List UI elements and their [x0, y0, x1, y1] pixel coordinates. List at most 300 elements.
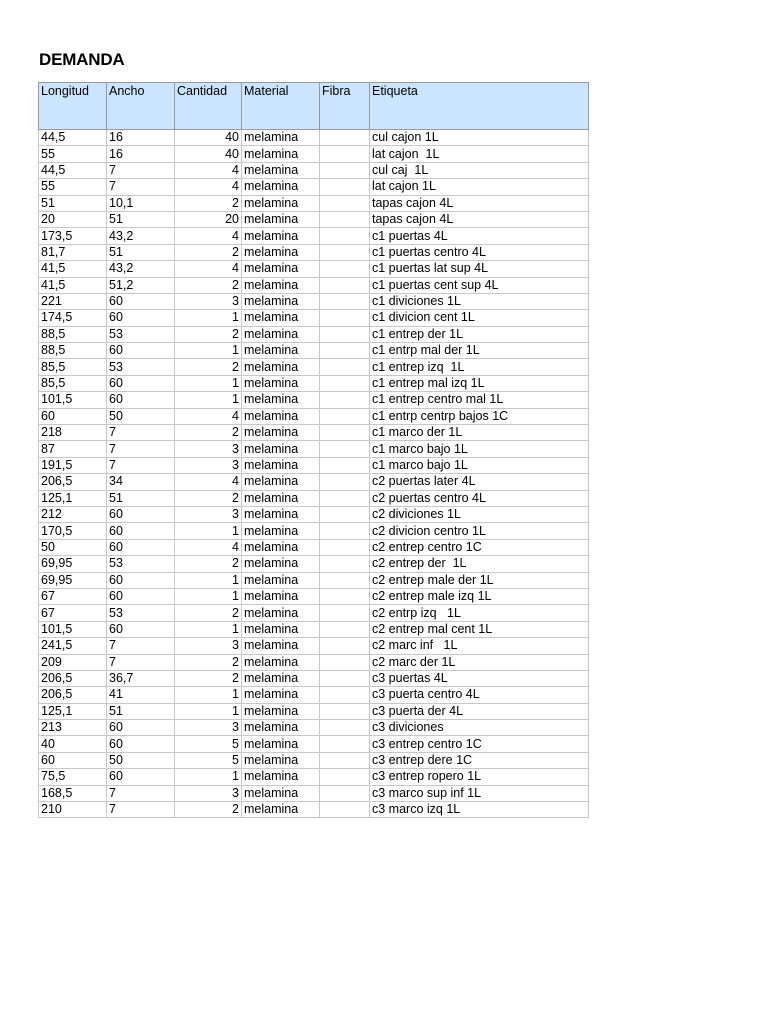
table-row	[39, 670, 589, 686]
cantidad-cell: 2	[175, 654, 242, 670]
material-cell: melamina	[242, 539, 320, 555]
etiqueta-cell: c2 diviciones 1L	[370, 506, 589, 522]
table-row	[39, 392, 589, 408]
cantidad-cell: 1	[175, 392, 242, 408]
fibra-cell	[320, 359, 370, 375]
longitud-cell: 221	[39, 293, 107, 309]
material-cell: melamina	[242, 310, 320, 326]
etiqueta-cell: c1 entrep mal izq 1L	[370, 375, 589, 391]
table-row	[39, 261, 589, 277]
material-cell: melamina	[242, 408, 320, 424]
column-header-fibra: Fibra	[320, 83, 370, 130]
material-cell: melamina	[242, 441, 320, 457]
table-row	[39, 523, 589, 539]
etiqueta-cell: c1 puertas 4L	[370, 228, 589, 244]
cantidad-cell: 1	[175, 572, 242, 588]
ancho-cell: 7	[107, 425, 175, 441]
fibra-cell	[320, 523, 370, 539]
ancho-cell: 53	[107, 556, 175, 572]
longitud-cell: 40	[39, 736, 107, 752]
ancho-cell: 60	[107, 392, 175, 408]
fibra-cell	[320, 228, 370, 244]
table-row	[39, 310, 589, 326]
etiqueta-cell: c1 marco bajo 1L	[370, 457, 589, 473]
cantidad-cell: 2	[175, 556, 242, 572]
longitud-cell: 191,5	[39, 457, 107, 473]
fibra-cell	[320, 146, 370, 162]
table-row	[39, 621, 589, 637]
longitud-cell: 67	[39, 588, 107, 604]
column-header-etiqueta: Etiqueta	[370, 83, 589, 130]
table-row	[39, 425, 589, 441]
material-cell: melamina	[242, 211, 320, 227]
material-cell: melamina	[242, 523, 320, 539]
ancho-cell: 43,2	[107, 261, 175, 277]
ancho-cell: 60	[107, 588, 175, 604]
longitud-cell: 218	[39, 425, 107, 441]
material-cell: melamina	[242, 457, 320, 473]
fibra-cell	[320, 621, 370, 637]
cantidad-cell: 4	[175, 474, 242, 490]
fibra-cell	[320, 687, 370, 703]
longitud-cell: 51	[39, 195, 107, 211]
fibra-cell	[320, 457, 370, 473]
etiqueta-cell: c1 entrep izq 1L	[370, 359, 589, 375]
longitud-cell: 101,5	[39, 621, 107, 637]
fibra-cell	[320, 326, 370, 342]
longitud-cell: 212	[39, 506, 107, 522]
etiqueta-cell: c3 marco sup inf 1L	[370, 785, 589, 801]
fibra-cell	[320, 408, 370, 424]
fibra-cell	[320, 474, 370, 490]
longitud-cell: 125,1	[39, 490, 107, 506]
material-cell: melamina	[242, 162, 320, 178]
cantidad-cell: 1	[175, 621, 242, 637]
etiqueta-cell: c1 divicion cent 1L	[370, 310, 589, 326]
fibra-cell	[320, 588, 370, 604]
cantidad-cell: 1	[175, 703, 242, 719]
etiqueta-cell: tapas cajon 4L	[370, 211, 589, 227]
fibra-cell	[320, 244, 370, 260]
table-row	[39, 490, 589, 506]
longitud-cell: 174,5	[39, 310, 107, 326]
material-cell: melamina	[242, 326, 320, 342]
longitud-cell: 69,95	[39, 556, 107, 572]
ancho-cell: 60	[107, 375, 175, 391]
ancho-cell: 60	[107, 621, 175, 637]
table-row	[39, 638, 589, 654]
longitud-cell: 88,5	[39, 326, 107, 342]
ancho-cell: 51	[107, 490, 175, 506]
etiqueta-cell: c3 marco izq 1L	[370, 802, 589, 818]
cantidad-cell: 3	[175, 638, 242, 654]
ancho-cell: 60	[107, 293, 175, 309]
table-row	[39, 605, 589, 621]
longitud-cell: 241,5	[39, 638, 107, 654]
etiqueta-cell: c2 entrep male der 1L	[370, 572, 589, 588]
ancho-cell: 7	[107, 457, 175, 473]
etiqueta-cell: c3 puertas 4L	[370, 670, 589, 686]
material-cell: melamina	[242, 605, 320, 621]
table-row	[39, 588, 589, 604]
ancho-cell: 50	[107, 752, 175, 768]
table-row	[39, 687, 589, 703]
cantidad-cell: 3	[175, 785, 242, 801]
material-cell: melamina	[242, 359, 320, 375]
cantidad-cell: 3	[175, 457, 242, 473]
material-cell: melamina	[242, 293, 320, 309]
table-row	[39, 162, 589, 178]
column-header-cantidad: Cantidad	[175, 83, 242, 130]
etiqueta-cell: c2 entrp izq 1L	[370, 605, 589, 621]
table-row	[39, 244, 589, 260]
longitud-cell: 206,5	[39, 474, 107, 490]
ancho-cell: 34	[107, 474, 175, 490]
cantidad-cell: 1	[175, 588, 242, 604]
longitud-cell: 41,5	[39, 261, 107, 277]
ancho-cell: 60	[107, 769, 175, 785]
fibra-cell	[320, 261, 370, 277]
etiqueta-cell: c3 diviciones	[370, 720, 589, 736]
ancho-cell: 7	[107, 654, 175, 670]
longitud-cell: 210	[39, 802, 107, 818]
longitud-cell: 67	[39, 605, 107, 621]
fibra-cell	[320, 490, 370, 506]
etiqueta-cell: c1 marco bajo 1L	[370, 441, 589, 457]
material-cell: melamina	[242, 670, 320, 686]
fibra-cell	[320, 441, 370, 457]
cantidad-cell: 4	[175, 261, 242, 277]
table-row	[39, 752, 589, 768]
etiqueta-cell: cul cajon 1L	[370, 130, 589, 146]
etiqueta-cell: c2 entrep centro 1C	[370, 539, 589, 555]
longitud-cell: 213	[39, 720, 107, 736]
etiqueta-cell: c1 entrp centrp bajos 1C	[370, 408, 589, 424]
fibra-cell	[320, 211, 370, 227]
cantidad-cell: 5	[175, 752, 242, 768]
longitud-cell: 85,5	[39, 359, 107, 375]
material-cell: melamina	[242, 228, 320, 244]
longitud-cell: 209	[39, 654, 107, 670]
table-row	[39, 375, 589, 391]
table-row	[39, 359, 589, 375]
fibra-cell	[320, 670, 370, 686]
ancho-cell: 60	[107, 572, 175, 588]
fibra-cell	[320, 277, 370, 293]
ancho-cell: 16	[107, 146, 175, 162]
column-header-ancho: Ancho	[107, 83, 175, 130]
fibra-cell	[320, 162, 370, 178]
fibra-cell	[320, 638, 370, 654]
etiqueta-cell: c2 entrep der 1L	[370, 556, 589, 572]
fibra-cell	[320, 605, 370, 621]
table-row	[39, 539, 589, 555]
longitud-cell: 44,5	[39, 162, 107, 178]
longitud-cell: 81,7	[39, 244, 107, 260]
etiqueta-cell: lat cajon 1L	[370, 179, 589, 195]
fibra-cell	[320, 293, 370, 309]
cantidad-cell: 40	[175, 146, 242, 162]
etiqueta-cell: c3 entrep centro 1C	[370, 736, 589, 752]
material-cell: melamina	[242, 490, 320, 506]
etiqueta-cell: c2 puertas centro 4L	[370, 490, 589, 506]
ancho-cell: 53	[107, 605, 175, 621]
table-row	[39, 802, 589, 818]
etiqueta-cell: c2 entrep mal cent 1L	[370, 621, 589, 637]
fibra-cell	[320, 375, 370, 391]
cantidad-cell: 4	[175, 539, 242, 555]
cantidad-cell: 2	[175, 359, 242, 375]
cantidad-cell: 4	[175, 228, 242, 244]
table-row	[39, 179, 589, 195]
cantidad-cell: 20	[175, 211, 242, 227]
material-cell: melamina	[242, 474, 320, 490]
longitud-cell: 206,5	[39, 670, 107, 686]
etiqueta-cell: lat cajon 1L	[370, 146, 589, 162]
table-row	[39, 228, 589, 244]
cantidad-cell: 2	[175, 425, 242, 441]
cantidad-cell: 1	[175, 343, 242, 359]
material-cell: melamina	[242, 638, 320, 654]
longitud-cell: 173,5	[39, 228, 107, 244]
column-header-material: Material	[242, 83, 320, 130]
cantidad-cell: 3	[175, 441, 242, 457]
cantidad-cell: 4	[175, 179, 242, 195]
table-row	[39, 736, 589, 752]
ancho-cell: 7	[107, 785, 175, 801]
fibra-cell	[320, 310, 370, 326]
etiqueta-cell: c2 entrep male izq 1L	[370, 588, 589, 604]
material-cell: melamina	[242, 556, 320, 572]
etiqueta-cell: tapas cajon 4L	[370, 195, 589, 211]
cantidad-cell: 1	[175, 310, 242, 326]
fibra-cell	[320, 572, 370, 588]
etiqueta-cell: c1 entrp mal der 1L	[370, 343, 589, 359]
etiqueta-cell: c2 puertas later 4L	[370, 474, 589, 490]
longitud-cell: 87	[39, 441, 107, 457]
cantidad-cell: 1	[175, 375, 242, 391]
table-row	[39, 720, 589, 736]
ancho-cell: 10,1	[107, 195, 175, 211]
ancho-cell: 7	[107, 162, 175, 178]
cantidad-cell: 3	[175, 720, 242, 736]
cantidad-cell: 2	[175, 244, 242, 260]
material-cell: melamina	[242, 277, 320, 293]
ancho-cell: 7	[107, 179, 175, 195]
fibra-cell	[320, 703, 370, 719]
ancho-cell: 60	[107, 720, 175, 736]
etiqueta-cell: c3 puerta centro 4L	[370, 687, 589, 703]
fibra-cell	[320, 802, 370, 818]
table-row	[39, 293, 589, 309]
longitud-cell: 60	[39, 408, 107, 424]
table-row	[39, 506, 589, 522]
etiqueta-cell: c1 entrep der 1L	[370, 326, 589, 342]
ancho-cell: 51,2	[107, 277, 175, 293]
cantidad-cell: 4	[175, 408, 242, 424]
cantidad-cell: 40	[175, 130, 242, 146]
longitud-cell: 125,1	[39, 703, 107, 719]
ancho-cell: 60	[107, 506, 175, 522]
ancho-cell: 41	[107, 687, 175, 703]
material-cell: melamina	[242, 785, 320, 801]
fibra-cell	[320, 179, 370, 195]
cantidad-cell: 3	[175, 506, 242, 522]
ancho-cell: 50	[107, 408, 175, 424]
etiqueta-cell: c3 entrep dere 1C	[370, 752, 589, 768]
material-cell: melamina	[242, 654, 320, 670]
cantidad-cell: 2	[175, 195, 242, 211]
table-row	[39, 408, 589, 424]
material-cell: melamina	[242, 130, 320, 146]
table-row	[39, 326, 589, 342]
cantidad-cell: 3	[175, 293, 242, 309]
fibra-cell	[320, 720, 370, 736]
ancho-cell: 7	[107, 638, 175, 654]
material-cell: melamina	[242, 375, 320, 391]
ancho-cell: 7	[107, 441, 175, 457]
table-row	[39, 785, 589, 801]
longitud-cell: 50	[39, 539, 107, 555]
table-row	[39, 130, 589, 146]
material-cell: melamina	[242, 261, 320, 277]
page-title: DEMANDA	[39, 50, 125, 69]
ancho-cell: 60	[107, 523, 175, 539]
etiqueta-cell: c3 puerta der 4L	[370, 703, 589, 719]
longitud-cell: 55	[39, 179, 107, 195]
etiqueta-cell: c1 marco der 1L	[370, 425, 589, 441]
material-cell: melamina	[242, 588, 320, 604]
column-header-longitud: Longitud	[39, 83, 107, 130]
etiqueta-cell: c2 divicion centro 1L	[370, 523, 589, 539]
etiqueta-cell: c1 puertas cent sup 4L	[370, 277, 589, 293]
ancho-cell: 51	[107, 211, 175, 227]
longitud-cell: 101,5	[39, 392, 107, 408]
material-cell: melamina	[242, 687, 320, 703]
longitud-cell: 44,5	[39, 130, 107, 146]
table-row	[39, 556, 589, 572]
longitud-cell: 41,5	[39, 277, 107, 293]
material-cell: melamina	[242, 752, 320, 768]
ancho-cell: 51	[107, 703, 175, 719]
longitud-cell: 20	[39, 211, 107, 227]
material-cell: melamina	[242, 506, 320, 522]
ancho-cell: 60	[107, 310, 175, 326]
table-row	[39, 441, 589, 457]
fibra-cell	[320, 785, 370, 801]
table-row	[39, 211, 589, 227]
table-row	[39, 195, 589, 211]
table-row	[39, 343, 589, 359]
longitud-cell: 55	[39, 146, 107, 162]
material-cell: melamina	[242, 425, 320, 441]
fibra-cell	[320, 556, 370, 572]
cantidad-cell: 2	[175, 670, 242, 686]
cantidad-cell: 2	[175, 326, 242, 342]
material-cell: melamina	[242, 736, 320, 752]
fibra-cell	[320, 392, 370, 408]
cantidad-cell: 2	[175, 277, 242, 293]
fibra-cell	[320, 195, 370, 211]
fibra-cell	[320, 425, 370, 441]
material-cell: melamina	[242, 621, 320, 637]
longitud-cell: 88,5	[39, 343, 107, 359]
fibra-cell	[320, 343, 370, 359]
cantidad-cell: 2	[175, 605, 242, 621]
fibra-cell	[320, 539, 370, 555]
cantidad-cell: 2	[175, 490, 242, 506]
longitud-cell: 85,5	[39, 375, 107, 391]
table-row	[39, 474, 589, 490]
etiqueta-cell: cul caj 1L	[370, 162, 589, 178]
fibra-cell	[320, 654, 370, 670]
etiqueta-cell: c1 diviciones 1L	[370, 293, 589, 309]
ancho-cell: 53	[107, 326, 175, 342]
material-cell: melamina	[242, 572, 320, 588]
longitud-cell: 168,5	[39, 785, 107, 801]
table-row	[39, 277, 589, 293]
cantidad-cell: 1	[175, 687, 242, 703]
ancho-cell: 60	[107, 539, 175, 555]
material-cell: melamina	[242, 195, 320, 211]
ancho-cell: 43,2	[107, 228, 175, 244]
ancho-cell: 60	[107, 343, 175, 359]
fibra-cell	[320, 506, 370, 522]
cantidad-cell: 2	[175, 802, 242, 818]
fibra-cell	[320, 736, 370, 752]
ancho-cell: 60	[107, 736, 175, 752]
etiqueta-cell: c2 marc inf 1L	[370, 638, 589, 654]
table-body	[39, 130, 589, 818]
ancho-cell: 16	[107, 130, 175, 146]
cantidad-cell: 1	[175, 769, 242, 785]
material-cell: melamina	[242, 769, 320, 785]
material-cell: melamina	[242, 392, 320, 408]
cantidad-cell: 1	[175, 523, 242, 539]
cantidad-cell: 5	[175, 736, 242, 752]
table-row	[39, 703, 589, 719]
header-row	[39, 83, 589, 130]
material-cell: melamina	[242, 802, 320, 818]
ancho-cell: 7	[107, 802, 175, 818]
demand-table	[38, 82, 589, 818]
longitud-cell: 60	[39, 752, 107, 768]
etiqueta-cell: c3 entrep ropero 1L	[370, 769, 589, 785]
etiqueta-cell: c2 marc der 1L	[370, 654, 589, 670]
fibra-cell	[320, 752, 370, 768]
material-cell: melamina	[242, 720, 320, 736]
etiqueta-cell: c1 puertas lat sup 4L	[370, 261, 589, 277]
table-row	[39, 457, 589, 473]
longitud-cell: 170,5	[39, 523, 107, 539]
table-row	[39, 769, 589, 785]
material-cell: melamina	[242, 703, 320, 719]
ancho-cell: 53	[107, 359, 175, 375]
material-cell: melamina	[242, 244, 320, 260]
longitud-cell: 75,5	[39, 769, 107, 785]
longitud-cell: 69,95	[39, 572, 107, 588]
table-row	[39, 146, 589, 162]
table-row	[39, 572, 589, 588]
ancho-cell: 51	[107, 244, 175, 260]
longitud-cell: 206,5	[39, 687, 107, 703]
etiqueta-cell: c1 entrep centro mal 1L	[370, 392, 589, 408]
ancho-cell: 36,7	[107, 670, 175, 686]
etiqueta-cell: c1 puertas centro 4L	[370, 244, 589, 260]
fibra-cell	[320, 130, 370, 146]
cantidad-cell: 4	[175, 162, 242, 178]
table-row	[39, 654, 589, 670]
